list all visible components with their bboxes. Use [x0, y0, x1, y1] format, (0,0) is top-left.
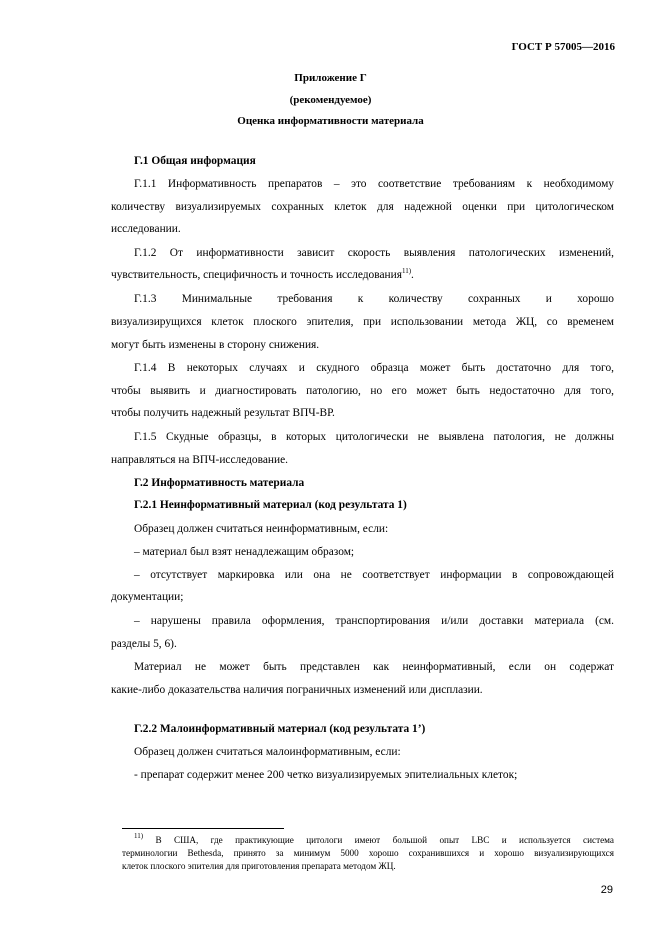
paragraph-line: направляться на ВПЧ-исследование.	[111, 454, 288, 466]
heading-g21: Г.2.1 Неинформативный материал (код результата 1)	[134, 499, 407, 511]
footnote-mark: 11)	[134, 832, 144, 840]
paragraph-line: Г.1.3 Минимальные требования к количеству сохранных и хорошо	[134, 293, 614, 305]
paragraph-line: Г.1.2 От информативности зависит скорость выявления патологических изменений,	[134, 247, 614, 259]
list-item: - препарат содержит менее 200 четко визуализируемых эпителиальных клеток;	[134, 769, 518, 781]
standard-designation: ГОСТ Р 57005—2016	[511, 41, 615, 53]
heading-g22: Г.2.2 Малоинформативный материал (код результата 1’)	[134, 723, 426, 735]
paragraph-text: .	[411, 269, 414, 281]
paragraph-line: какие-либо доказательства наличия пограничных изменений или дисплазии.	[111, 684, 483, 696]
paragraph-line: чтобы получить надежный результат ВПЧ-ВР.	[111, 407, 335, 419]
footnote-line: терминологии Bethesda, принято за минимум 5000 хорошо сохранившихся и хорошо визуализирующихся	[122, 848, 614, 858]
paragraph-line: чтобы выявить и диагностировать патологию, но его может быть недостаточно для того,	[111, 385, 614, 397]
heading-g2: Г.2 Информативность материала	[134, 477, 305, 489]
footnote-line: клеток плоского эпителия для приготовления препарата методом ЖЦ.	[122, 861, 396, 871]
page-number: 29	[600, 884, 613, 896]
footnote-reference: 11)	[401, 267, 412, 275]
paragraph-line: Образец должен считаться малоинформативным, если:	[134, 746, 401, 758]
footnote-text: В США, где практикующие цитологи имеют большой опыт LBC и используется система	[155, 835, 614, 845]
paragraph-line: Образец должен считаться неинформативным, если:	[134, 523, 389, 535]
heading-g1: Г.1 Общая информация	[134, 155, 256, 167]
appendix-status: (рекомендуемое)	[289, 94, 372, 106]
footnote-separator	[122, 828, 284, 829]
list-item-continuation: разделы 5, 6).	[111, 638, 177, 650]
paragraph-text: чувствительность, специфичность и точность исследования	[111, 269, 402, 281]
list-item: – отсутствует маркировка или она не соответствует информации в сопровождающей	[134, 569, 614, 581]
paragraph-line: могут быть изменены в сторону снижения.	[111, 339, 320, 351]
appendix-title: Приложение Г	[294, 72, 367, 84]
list-item-continuation: документации;	[111, 591, 184, 603]
paragraph-line: исследовании.	[111, 223, 181, 235]
paragraph-line: Г.1.1 Информативность препаратов – это соответствие требованиям к необходимому	[134, 178, 614, 190]
appendix-name: Оценка информативности материала	[237, 115, 424, 127]
paragraph-line	[111, 268, 614, 283]
paragraph-line: Г.1.4 В некоторых случаях и скудного образца может быть достаточно для того,	[134, 362, 614, 374]
paragraph-line: Г.1.5 Скудные образцы, в которых цитологически не выявлена патология, не должны	[134, 431, 614, 443]
paragraph-line: количеству визуализируемых сохранных клеток для надежной оценки при цитологическом	[111, 201, 614, 213]
list-item: – нарушены правила оформления, транспортирования и/или доставки материала (см.	[134, 615, 614, 627]
paragraph-line: визуализирущихся клеток плоского эпителия, при использовании метода ЖЦ, со временем	[111, 316, 614, 328]
paragraph-line: Материал не может быть представлен как неинформативный, если он содержат	[134, 661, 614, 673]
footnote-line	[134, 834, 614, 846]
list-item: – материал был взят ненадлежащим образом;	[134, 546, 355, 558]
